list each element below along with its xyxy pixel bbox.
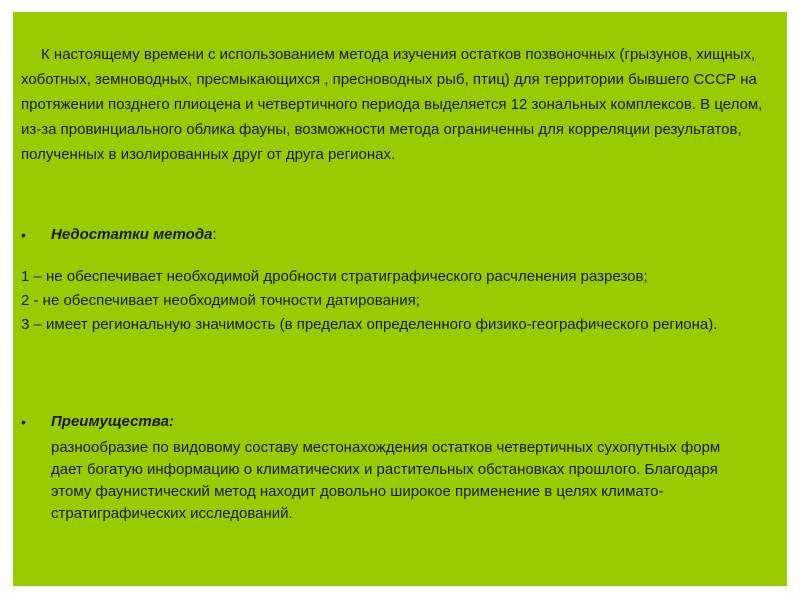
slide (13, 12, 787, 586)
intro-paragraph (21, 42, 781, 167)
drawbacks-list (21, 265, 781, 337)
bullet-icon: • (21, 227, 26, 243)
drawback-item-1: 1 – не обеспечивает необходимой дробности стратиграфического расчленения разрезов; (21, 268, 648, 285)
drawbacks-heading (51, 224, 217, 246)
advantages-heading: Преимущества: (51, 413, 174, 430)
drawback-item-3: 3 – имеет региональную значимость (в пределах определенного физико-географического региона). (21, 316, 718, 333)
advantages-text: разнообразие по видовому составу местонахождения остатков четвертичных сухопутных форм дает богатую информацию о климатических и растительных обстановках прошлого. Благодаря этому фаунистический метод находит довольно широкое применение в целях климато-стратиграфических исследований. (51, 439, 721, 522)
drawbacks-heading-text: Недостатки метода (51, 226, 213, 243)
bullet-icon: • (21, 414, 26, 430)
intro-text: К настоящему времени с использованием метода изучения остатков позвоночных (грызунов, хищных, хоботных, земноводных, пресмыкающихся , пресноводных рыб, птиц) для территории бывшего СССР на протяжении позднего плиоцена и четвертичного периода выделяется 12 зональных комплексов. В целом, из-за провинциального облика фауны, возможности метода ограниченны для корреляции результатов, полученных в изолированных друг от друга регионах. (21, 46, 763, 163)
drawback-item-2: 2 - не обеспечивает необходимой точности датирования; (21, 292, 420, 309)
drawbacks-heading-colon: : (212, 226, 217, 243)
